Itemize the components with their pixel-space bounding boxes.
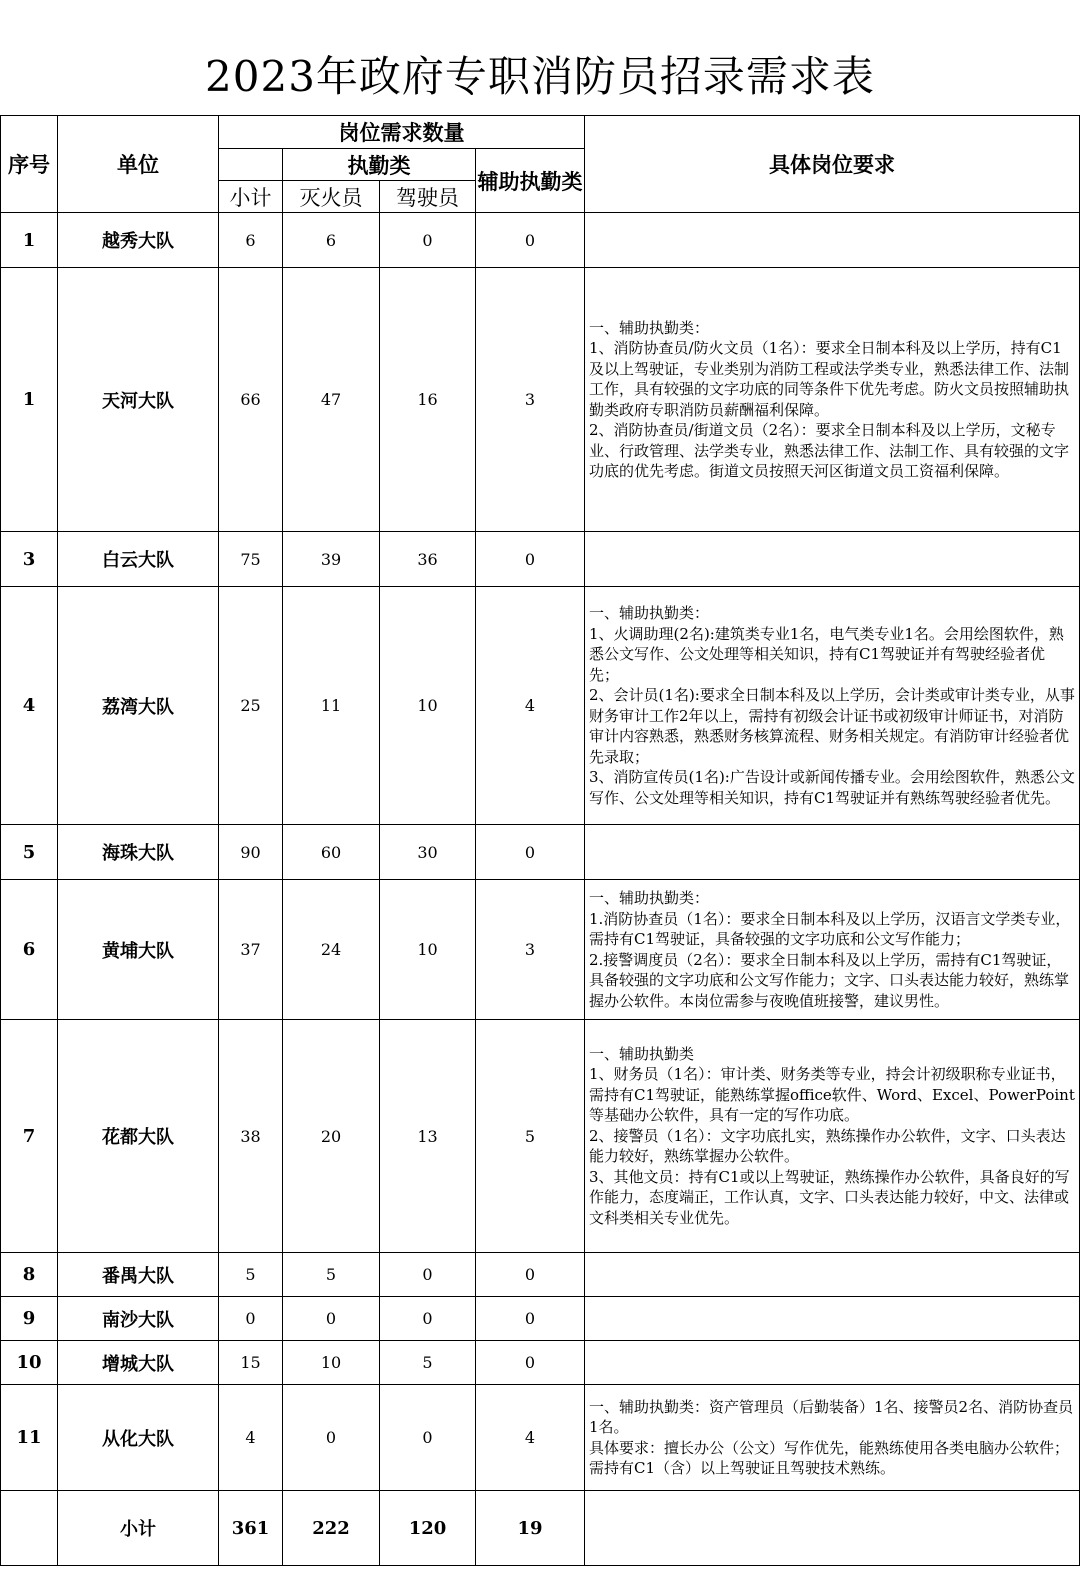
requirement-line: 1.消防协查员（1名）：要求全日制本科及以上学历，汉语言文学类专业，需持有C1驾驶证，具备较强的文字功底和公文写作能力； [589,909,1071,948]
header-aux: 辅助执勤类 [476,149,585,213]
row-subtotal: 75 [219,532,283,587]
row-unit: 增城大队 [58,1341,219,1385]
row-seq: 6 [1,880,58,1020]
table-row [1,1297,1080,1341]
row-firefighter: 39 [283,532,380,587]
row-unit: 天河大队 [58,268,219,532]
requirement-line: 一、辅助执勤类： [589,318,710,337]
total-subtotal: 361 [219,1491,283,1566]
table-row [1,532,1080,587]
row-unit: 荔湾大队 [58,587,219,825]
row-seq: 9 [1,1297,58,1341]
row-requirements [585,268,1080,532]
table-row [1,825,1080,880]
row-aux: 0 [476,1253,585,1297]
row-subtotal: 66 [219,268,283,532]
row-aux: 5 [476,1020,585,1253]
table-row [1,1253,1080,1297]
row-subtotal: 4 [219,1385,283,1491]
row-requirements [585,1020,1080,1253]
row-seq: 10 [1,1341,58,1385]
header-seq: 序号 [1,116,58,213]
header-demand-group: 岗位需求数量 [219,116,585,149]
row-requirements [585,1341,1080,1385]
header-blank [219,149,283,181]
requirement-line: 1、火调助理(2名):建筑类专业1名，电气类专业1名。会用绘图软件，熟悉公文写作、公文处理等相关知识，持有C1驾驶证并有驾驶经验者优先； [589,624,1064,684]
row-aux: 3 [476,880,585,1020]
row-subtotal: 0 [219,1297,283,1341]
row-subtotal: 15 [219,1341,283,1385]
row-aux: 0 [476,825,585,880]
row-requirements [585,587,1080,825]
row-aux: 4 [476,1385,585,1491]
row-driver: 10 [380,880,476,1020]
row-driver: 10 [380,587,476,825]
row-driver: 0 [380,1297,476,1341]
row-requirements [585,1253,1080,1297]
row-unit: 番禺大队 [58,1253,219,1297]
requirement-line: 3、消防宣传员(1名):广告设计或新闻传播专业。会用绘图软件，熟悉公文写作、公文处理等相关知识，持有C1驾驶证并有熟练驾驶经验者优先。 [589,768,1075,807]
row-unit: 南沙大队 [58,1297,219,1341]
row-subtotal: 6 [219,213,283,268]
total-seq [1,1491,58,1566]
row-firefighter: 60 [283,825,380,880]
row-requirements [585,825,1080,880]
total-label: 小计 [58,1491,219,1566]
requirement-line: 2.接警调度员（2名）：要求全日制本科及以上学历，需持有C1驾驶证，具备较强的文字功底和公文写作能力；文字、口头表达能力较好，熟练掌握办公软件。本岗位需参与夜晚值班接警，建议男性。 [589,950,1070,1010]
total-row [1,1491,1080,1566]
requirement-line: 一、辅助执勤类： [589,889,710,907]
row-firefighter: 10 [283,1341,380,1385]
row-subtotal: 25 [219,587,283,825]
row-subtotal: 5 [219,1253,283,1297]
row-driver: 16 [380,268,476,532]
row-seq: 1 [1,268,58,532]
requirement-line: 2、消防协查员/街道文员（2名）：要求全日制本科及以上学历，文秘专业、行政管理、法学类专业，熟悉法律工作、法制工作、具有较强的文字功底的优先考虑。街道文员按照天河区街道文员工资福利保障。 [589,421,1070,480]
table-row [1,587,1080,825]
header-firefighter: 灭火员 [283,181,380,213]
requirement-line: 2、接警员（1名）：文字功底扎实，熟练操作办公软件，文字、口头表达能力较好，熟练掌握办公软件。 [589,1126,1066,1166]
row-seq: 1 [1,213,58,268]
row-aux: 0 [476,1341,585,1385]
row-unit: 黄埔大队 [58,880,219,1020]
row-firefighter: 6 [283,213,380,268]
row-driver: 5 [380,1341,476,1385]
row-aux: 0 [476,213,585,268]
row-unit: 花都大队 [58,1020,219,1253]
row-firefighter: 20 [283,1020,380,1253]
row-driver: 0 [380,1253,476,1297]
row-requirements [585,213,1080,268]
row-driver: 13 [380,1020,476,1253]
row-requirements [585,880,1080,1020]
recruitment-table [0,115,1080,1566]
row-subtotal: 37 [219,880,283,1020]
row-requirements [585,1385,1080,1491]
table-row [1,1020,1080,1253]
total-req [585,1491,1080,1566]
total-firefighter: 222 [283,1491,380,1566]
row-seq: 5 [1,825,58,880]
header-unit: 单位 [58,116,219,213]
row-requirements [585,532,1080,587]
row-driver: 0 [380,1385,476,1491]
header-subtotal: 小计 [219,181,283,213]
header-duty-group: 执勤类 [283,149,476,181]
requirement-line: 具体要求：擅长办公（公文）写作优先，能熟练使用各类电脑办公软件；需持有C1（含）以上驾驶证且驾驶技术熟练。 [589,1438,1070,1477]
row-aux: 3 [476,268,585,532]
header-driver: 驾驶员 [380,181,476,213]
row-aux: 0 [476,532,585,587]
row-seq: 4 [1,587,58,825]
requirement-line: 一、辅助执勤类： [589,604,710,622]
row-subtotal: 38 [219,1020,283,1253]
row-unit: 从化大队 [58,1385,219,1491]
row-aux: 0 [476,1297,585,1341]
row-driver: 36 [380,532,476,587]
row-seq: 3 [1,532,58,587]
table-row [1,1385,1080,1491]
row-driver: 0 [380,213,476,268]
row-aux: 4 [476,587,585,825]
row-firefighter: 24 [283,880,380,1020]
table-row [1,213,1080,268]
row-firefighter: 5 [283,1253,380,1297]
row-unit: 越秀大队 [58,213,219,268]
row-firefighter: 11 [283,587,380,825]
requirement-line: 一、辅助执勤类 [589,1044,695,1063]
page-title: 2023年政府专职消防员招录需求表 [205,52,875,101]
row-unit: 海珠大队 [58,825,219,880]
row-firefighter: 0 [283,1385,380,1491]
requirement-line: 3、其他文员：持有C1或以上驾驶证，熟练操作办公软件，具备良好的写作能力，态度端正，工作认真，文字、口头表达能力较好，中文、法律或文科类相关专业优先。 [589,1167,1070,1227]
row-unit: 白云大队 [58,532,219,587]
header-requirements: 具体岗位要求 [585,116,1080,213]
row-firefighter: 47 [283,268,380,532]
row-seq: 7 [1,1020,58,1253]
requirement-line: 1、财务员（1名）：审计类、财务类等专业，持会计初级职称专业证书，需持有C1驾驶证，能熟练掌握office软件、Word、Excel、PowerPoint等基础办公软件，具有一定的写作功底。 [589,1065,1075,1125]
row-firefighter: 0 [283,1297,380,1341]
table-row [1,268,1080,532]
requirement-line: 2、会计员(1名):要求全日制本科及以上学历，会计类或审计类专业，从事财务审计工作2年以上，需持有初级会计证书或初级审计师证书，对消防审计内容熟悉，熟悉财务核算流程、财务相关规定。有消防审计经验者优先录取； [589,686,1075,766]
row-driver: 30 [380,825,476,880]
total-driver: 120 [380,1491,476,1566]
row-seq: 11 [1,1385,58,1491]
row-subtotal: 90 [219,825,283,880]
total-aux: 19 [476,1491,585,1566]
requirement-line: 一、辅助执勤类：资产管理员（后勤装备）1名、接警员2名、消防协查员1名。 [589,1397,1074,1436]
table-row [1,880,1080,1020]
row-requirements [585,1297,1080,1341]
table-row [1,1341,1080,1385]
row-seq: 8 [1,1253,58,1297]
requirement-line: 1、消防协查员/防火文员（1名）：要求全日制本科及以上学历，持有C1及以上驾驶证，专业类别为消防工程或法学类专业，熟悉法律工作、法制工作，具有较强的文字功底的同等条件下优先考虑。防火文员按照辅助执勤类政府专职消防员薪酬福利保障。 [589,339,1070,419]
